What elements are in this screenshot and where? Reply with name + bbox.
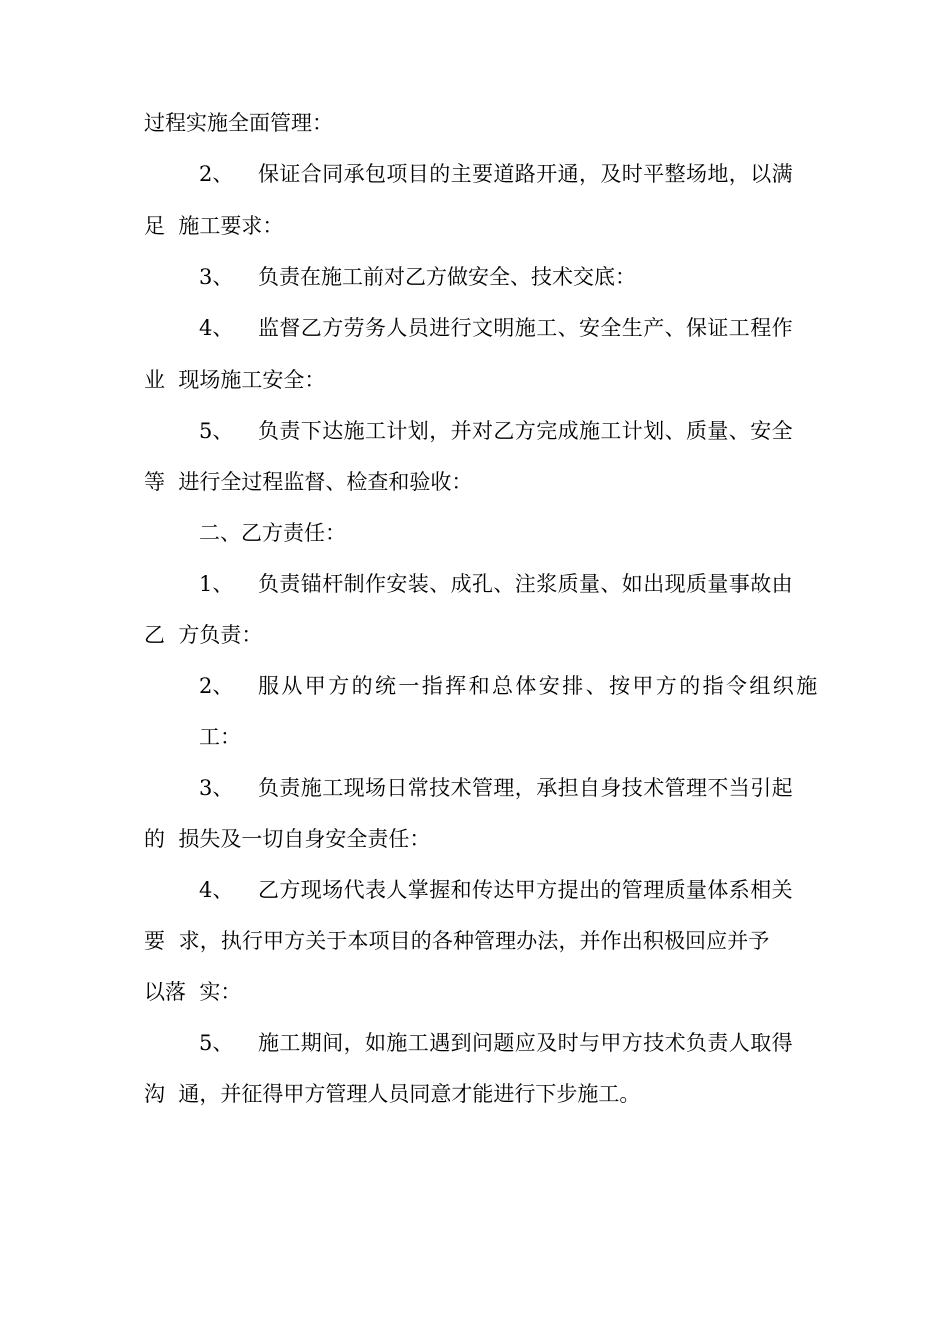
line-text: 业 现场施工安全： [144, 368, 326, 392]
line-text: 负责下达施工计划，并对乙方完成施工计划、质量、安全 [258, 419, 793, 443]
line-text: 的 损失及一切自身安全责任： [144, 827, 431, 851]
line-text: 等 进行全过程监督、检查和验收： [144, 470, 473, 494]
line-text: 服从甲方的统一指挥和总体安排、按甲方的指令组织施 [258, 674, 820, 698]
line-text: 要 求，执行甲方关于本项目的各种管理办法，并作出积极回应并予 [144, 929, 770, 953]
line-text: 以落 实： [144, 980, 242, 1004]
line-text: 过程实施全面管理： [144, 111, 333, 135]
item-number: 4、 [199, 316, 234, 340]
line-text: 负责施工现场日常技术管理，承担自身技术管理不当引起 [258, 776, 793, 800]
line-text: 保证合同承包项目的主要道路开通，及时平整场地，以满 [258, 162, 793, 186]
item-number: 3、 [199, 776, 234, 800]
line-text: 乙方现场代表人掌握和传达甲方提出的管理质量体系相关 [258, 878, 793, 902]
item-number: 5、 [199, 419, 234, 443]
item-number: 3、 [199, 265, 234, 289]
item-number: 4、 [199, 878, 234, 902]
line-text: 监督乙方劳务人员进行文明施工、安全生产、保证工程作 [258, 316, 793, 340]
line-text: 施工期间，如施工遇到问题应及时与甲方技术负责人取得 [258, 1031, 793, 1055]
heading-text: 二、乙方责任： [199, 521, 346, 545]
line-text: 工： [199, 725, 241, 749]
item-number: 2、 [199, 162, 234, 186]
item-number: 5、 [199, 1031, 234, 1055]
line-text: 负责锚杆制作安装、成孔、注浆质量、如出现质量事故由 [258, 572, 793, 596]
item-number: 1、 [199, 572, 234, 596]
line-text: 乙 方负责： [144, 623, 263, 647]
line-text: 负责在施工前对乙方做安全、技术交底： [258, 265, 636, 289]
line-text: 沟 通，并征得甲方管理人员同意才能进行下步施工。 [144, 1082, 641, 1106]
line-text: 足 施工要求： [144, 214, 284, 238]
item-number: 2、 [199, 674, 234, 698]
